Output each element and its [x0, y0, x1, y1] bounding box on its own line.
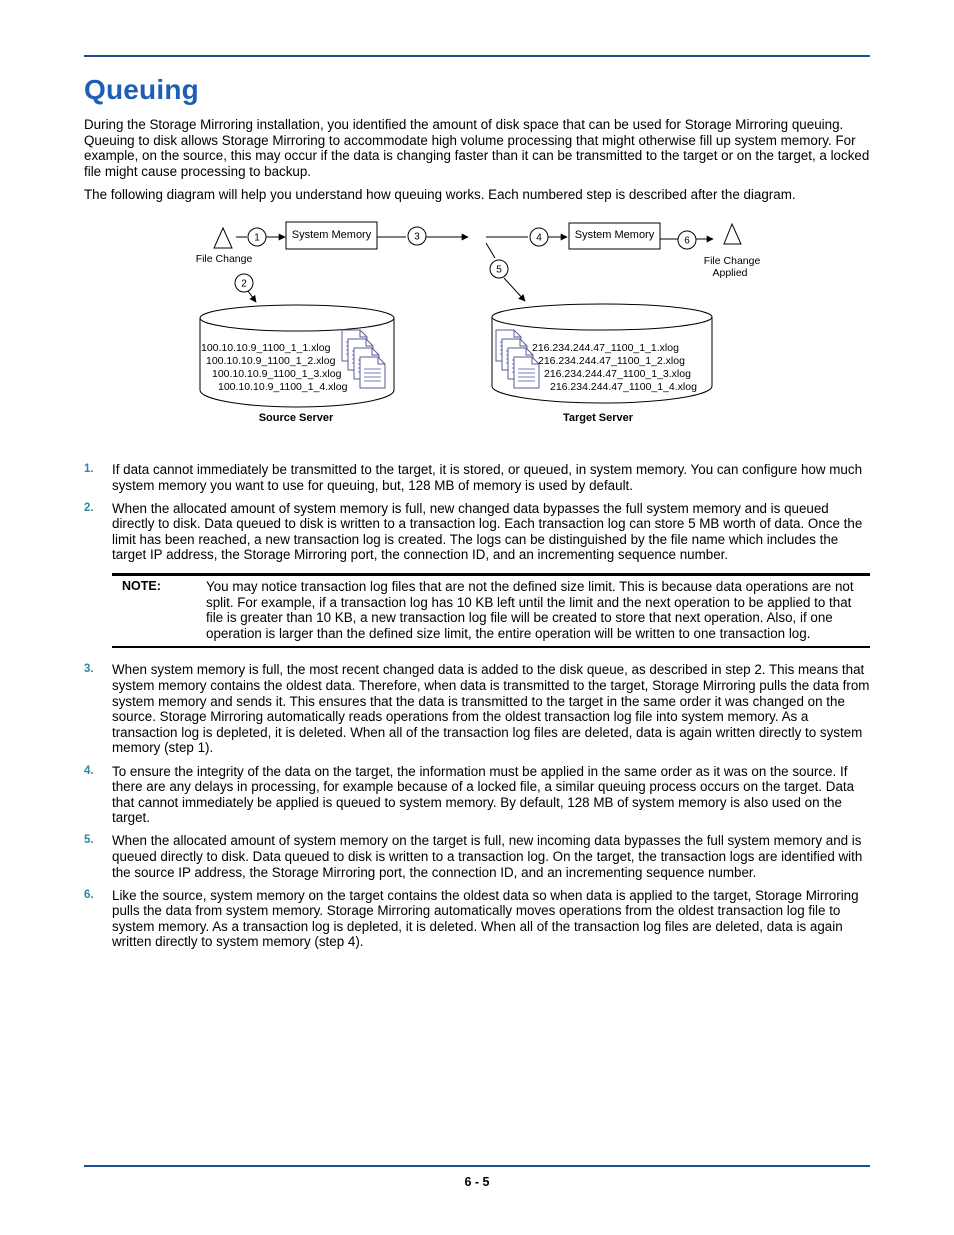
target-log-2: 216.234.244.47_1100_1_2.xlog	[538, 355, 685, 367]
intro-paragraph: During the Storage Mirroring installation, you identified the amount of disk space that can be used for Storage Mirroring queuing. Queuing to disk allows Storage Mirroring to accommodate high volume processing that might otherwise fill up system memory. For example, on the source, this may occur if the data is changing faster than it can be transmitted to the target or on the target, a locked file might cause processing to backup.	[84, 117, 870, 179]
page-title: Queuing	[84, 74, 199, 105]
target-log-3: 216.234.244.47_1100_1_3.xlog	[544, 368, 691, 380]
step-marker-3-label: 3	[414, 231, 420, 243]
step-number: 2.	[84, 501, 94, 514]
step-text: When the allocated amount of system memory on the target is full, new incoming data bypasses the full system memory and is queued directly to disk. Data queued to disk is written to a transaction log. On the target, the transaction logs are identified with the source IP address, the Storage Mirroring port, the connection ID, and an incrementing sequence number.	[112, 833, 863, 880]
target-server-label: Target Server	[562, 412, 634, 424]
file-change-applied-triangle-icon	[724, 224, 741, 244]
source-server-label: Source Server	[258, 412, 334, 424]
step-text: Like the source, system memory on the target contains the oldest data so when data is applied to the target, Storage Mirroring pulls the data from system memory. Storage Mirroring automatically moves operations from the oldest transaction log file to system memory. As a transaction log is depleted, it is deleted. When all of the transaction log files are deleted, data is again written directly to system memory (step 4).	[112, 887, 859, 950]
target-system-memory-label: System Memory	[574, 229, 655, 241]
step-number: 6.	[84, 888, 94, 901]
source-system-memory-label: System Memory	[291, 229, 372, 241]
target-log-4: 216.234.244.47_1100_1_4.xlog	[550, 381, 697, 393]
note-box	[112, 573, 870, 648]
step-6	[84, 888, 870, 950]
source-log-2: 100.10.10.9_1100_1_2.xlog	[206, 355, 336, 367]
footer-rule	[84, 1165, 870, 1167]
step-number: 5.	[84, 834, 94, 847]
step-marker-1-label: 1	[254, 232, 260, 244]
step-3	[84, 662, 870, 756]
diagram-intro-paragraph: The following diagram will help you understand how queuing works. Each numbered step is described after the diagram.	[84, 187, 796, 202]
step-1	[84, 462, 870, 493]
step-marker-4-label: 4	[536, 232, 542, 244]
step-text: To ensure the integrity of the data on the target, the information must be applied in the same order as it was on the source. If there are any delays in processing, for example because of a locked file, a similar queuing process occurs on the target. Data that cannot immediately be applied is queued to system memory. By default, 128 MB of system memory is also used on the target.	[112, 763, 855, 826]
step-marker-6-label: 6	[684, 235, 690, 247]
page-number: 6 - 5	[464, 1175, 490, 1189]
file-change-triangle-icon	[214, 228, 232, 248]
file-change-applied-label-line2: Applied	[712, 267, 748, 279]
source-log-1: 100.10.10.9_1100_1_1.xlog	[201, 342, 331, 354]
note-label: NOTE:	[122, 579, 161, 594]
source-log-3: 100.10.10.9_1100_1_3.xlog	[212, 368, 342, 380]
header-rule	[84, 55, 870, 57]
step-4	[84, 764, 870, 826]
step-number: 1.	[84, 463, 94, 475]
source-log-4: 100.10.10.9_1100_1_4.xlog	[218, 381, 348, 393]
step-marker-5-label: 5	[496, 264, 502, 276]
step-5	[84, 833, 870, 880]
note-text: You may notice transaction log files that are not the defined size limit. This is because data operations are not split. For example, if a transaction log has 10 KB left until the limit and the next operation to be applied to that file is greater than 10 KB, a new transaction log file will be created to store that next operation. Also, if one operation is larger than the defined size limit, the entire operation will be written to one transaction log.	[206, 579, 854, 641]
queuing-diagram	[184, 218, 784, 433]
step-2	[84, 501, 870, 563]
step-text: When system memory is full, the most recent changed data is added to the disk queue, as described in step 2. This means that system memory contains the oldest data. Therefore, when data is transmitted to the target, Storage Mirroring pulls the data from system memory and sends it. This ensures that the data is transmitted to the target in the same order it was changed on the source. Storage Mirroring automatically reads operations from the oldest transaction log file into system memory. As a transaction log is depleted, it is deleted. When all of the transaction log files are deleted, data is again written directly to system memory (step 1).	[112, 662, 870, 756]
step-text: When the allocated amount of system memory is full, new changed data bypasses the full system memory and is queued directly to disk. Data queued to disk is written to a transaction log. Each transaction log can store 5 MB worth of data. Once the limit has been reached, a new transaction log is created. The logs can be distinguished by the file name which includes the target IP address, the Storage Mirroring port, the connection ID, and an incrementing sequence number.	[112, 500, 863, 563]
step-marker-2-label: 2	[241, 278, 247, 290]
target-log-1: 216.234.244.47_1100_1_1.xlog	[532, 342, 679, 354]
file-change-applied-label-line1: File Change	[703, 255, 761, 267]
step-text: If data cannot immediately be transmitted to the target, it is stored, or queued, in system memory. You can configure how much system memory you want to use for queuing, but, 128 MB of memory is used by default.	[112, 462, 863, 493]
file-change-label: File Change	[195, 253, 253, 265]
step-number: 4.	[84, 764, 94, 777]
steps-list	[84, 462, 870, 958]
step-number: 3.	[84, 663, 94, 676]
